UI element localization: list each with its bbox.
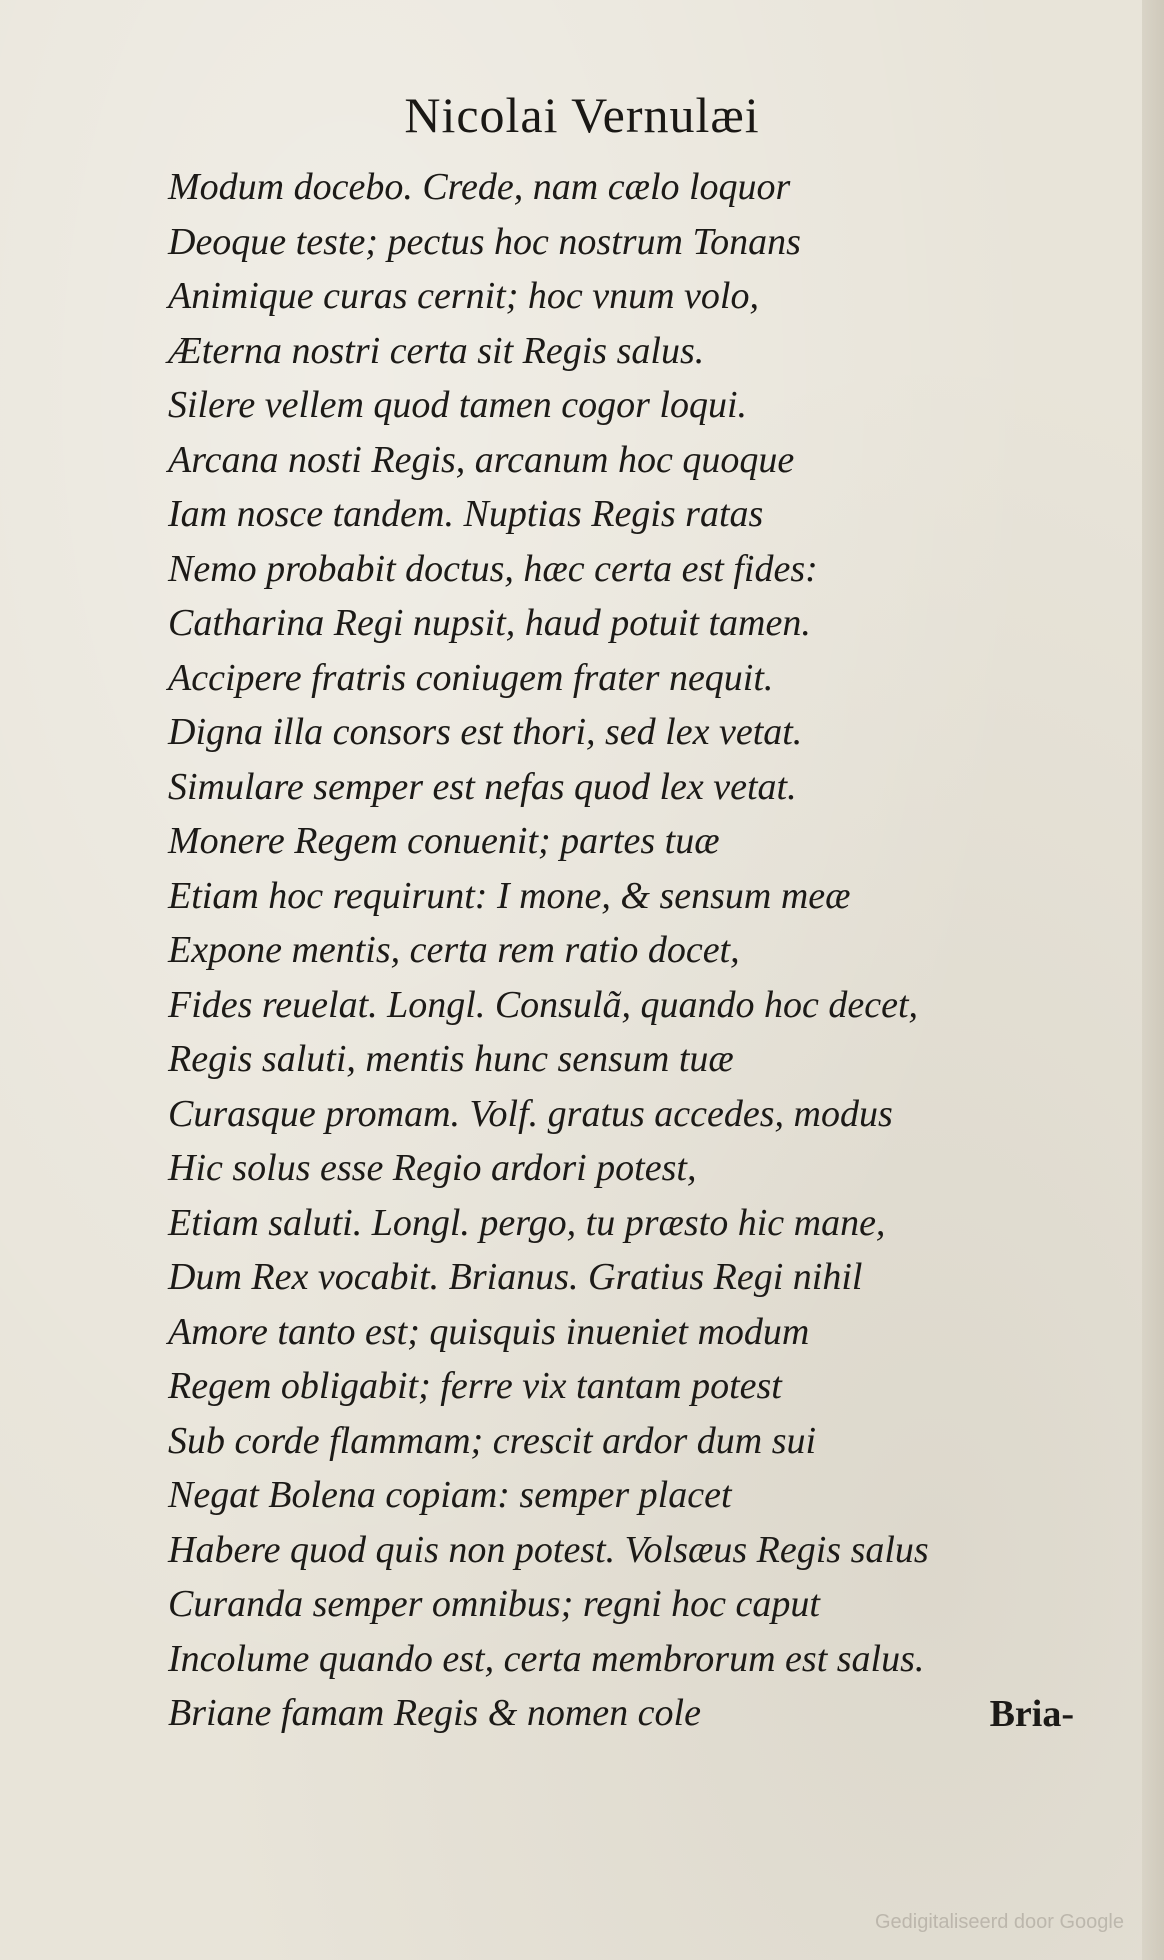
verse-line: Accipere fratris coniugem frater nequit. — [168, 656, 774, 699]
verse-line: Digna illa consors est thori, sed lex vetat. — [168, 711, 803, 753]
verse-line: Curanda semper omnibus; regni hoc caput — [168, 1583, 820, 1625]
verse-line: Catharina Regi nupsit, haud potuit tamen. — [168, 602, 811, 644]
running-header: Nicolai Vernulæi — [404, 87, 760, 143]
verse-line: Negat Bolena copiam: semper placet — [168, 1474, 732, 1516]
verse-line: Habere quod quis non potest. Volsæus Regis salus — [168, 1528, 929, 1571]
verse-line: Iam nosce tandem. Nuptias Regis ratas — [168, 493, 764, 535]
verse-line: Monere Regem conuenit; partes tuæ — [168, 820, 720, 862]
catchword: Bria- — [989, 1693, 1074, 1735]
verse-line: Dum Rex vocabit. Brianus. Gratius Regi nihil — [168, 1256, 863, 1298]
verse-line: Æterna nostri certa sit Regis salus. — [168, 329, 705, 372]
page-edge — [1142, 0, 1164, 1960]
verse-line: Curasque promam. Volf. gratus accedes, modus — [168, 1092, 893, 1135]
verse-line: Animique curas cernit; hoc vnum volo, — [168, 275, 759, 317]
verse-line: Nemo probabit doctus, hæc certa est fides: — [168, 547, 818, 590]
verse-line: Incolume quando est, certa membrorum est salus. — [168, 1637, 925, 1680]
verse-line: Briane famam Regis & nomen cole — [168, 1692, 701, 1734]
verse-line: Sub corde flammam; crescit ardor dum sui — [168, 1419, 817, 1462]
verse-line: Silere vellem quod tamen cogor loqui. — [168, 384, 748, 426]
verse-line: Fides reuelat. Longl. Consulã, quando hoc decet, — [168, 983, 919, 1026]
verse-line: Regem obligabit; ferre vix tantam potest — [168, 1365, 782, 1407]
digitization-watermark: Gedigitaliseerd door Google — [874, 1911, 1124, 1933]
verse-line: Simulare semper est nefas quod lex vetat. — [168, 765, 797, 808]
verse-line: Amore tanto est; quisquis inueniet modum — [168, 1310, 810, 1353]
verse-text — [168, 160, 1098, 1741]
verse-line: Modum docebo. Crede, nam cælo loquor — [168, 166, 791, 208]
verse-line: Deoque teste; pectus hoc nostrum Tonans — [168, 220, 801, 263]
verse-line: Etiam hoc requirunt: I mone, & sensum meæ — [168, 874, 851, 917]
verse-line: Expone mentis, certa rem ratio docet, — [168, 929, 740, 971]
verse-line: Hic solus esse Regio ardori potest, — [168, 1147, 697, 1189]
verse-line: Regis saluti, mentis hunc sensum tuæ — [168, 1038, 734, 1080]
verse-line: Etiam saluti. Longl. pergo, tu præsto hic mane, — [168, 1201, 886, 1244]
verse-line: Arcana nosti Regis, arcanum hoc quoque — [168, 438, 795, 481]
